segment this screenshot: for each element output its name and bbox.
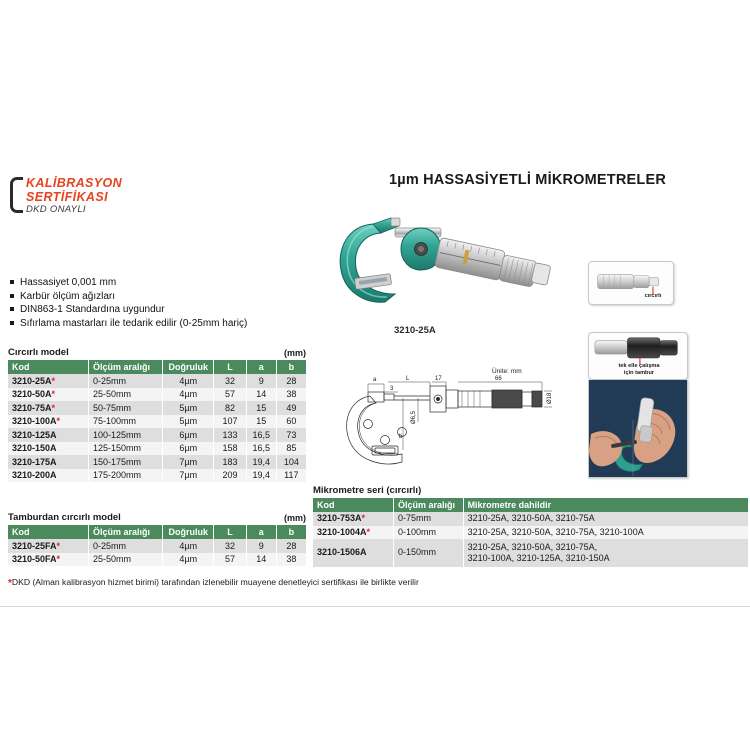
col-kod: Kod (8, 525, 88, 539)
cell-L: 133 (214, 428, 247, 442)
cell-dogruluk: 6µm (163, 428, 214, 442)
cell-b: 104 (276, 455, 306, 469)
cell-kod: 3210-1004A* (313, 526, 393, 540)
table-row (8, 401, 306, 415)
table-tamburdan-body (8, 539, 306, 566)
cell-b: 49 (276, 401, 306, 415)
bullet-text: DIN863-1 Standardına uygundur (20, 304, 165, 315)
cell-olcum-araligi: 0-100mm (393, 526, 463, 540)
cell-kod: 3210-25FA* (8, 539, 88, 553)
cell-L: 107 (214, 415, 247, 429)
col-dogruluk: Doğruluk (163, 525, 214, 539)
col-L: L (214, 360, 247, 374)
cell-kod: 3210-50A* (8, 388, 88, 402)
footnote-text: DKD (Alman kalibrasyon hizmet birimi) tarafından izlenebilir muayene denetleyici sertifikası ile birlikte verilir (11, 577, 419, 587)
table-circirli-body (8, 374, 306, 482)
col-b: b (276, 525, 306, 539)
table-header-row (8, 360, 306, 374)
callout-thimble-detail (588, 332, 688, 380)
callout-ratchet-detail (588, 261, 674, 305)
dim-label-66: 66 (495, 376, 502, 382)
bracket-icon (10, 177, 23, 213)
callout-label-ratchet: cırcırlı (644, 293, 662, 299)
cell-mikrometre-dahildir: 3210-25A, 3210-50A, 3210-75A, 3210-100A, 3210-125A, 3210-150A (463, 539, 748, 567)
cell-kod: 3210-150A (8, 442, 88, 456)
cell-dogruluk: 5µm (163, 401, 214, 415)
cell-b: 28 (276, 539, 306, 553)
dim-label-b: b (399, 434, 403, 440)
col-olcum-araligi: Ölçüm aralığı (88, 360, 163, 374)
callout-label-thimble (589, 363, 689, 377)
dim-label-d2: Ø18 (547, 392, 553, 404)
feature-bullet-list (10, 277, 310, 331)
cell-kod: 3210-1506A (313, 539, 393, 567)
cell-olcum-araligi: 125-150mm (88, 442, 163, 456)
table-circirli-title: Cırcırlı model (8, 347, 69, 358)
footnote (8, 577, 648, 590)
table-tamburdan-unit: (mm) (284, 513, 306, 523)
cell-dogruluk: 7µm (163, 469, 214, 483)
cell-b: 38 (276, 553, 306, 567)
cell-L: 57 (214, 388, 247, 402)
cell-b: 73 (276, 428, 306, 442)
cell-kod: 3210-175A (8, 455, 88, 469)
cell-olcum-araligi: 0-150mm (393, 539, 463, 567)
asterisk-icon: * (51, 375, 56, 386)
cell-kod: 3210-100A* (8, 415, 88, 429)
cell-L: 32 (214, 374, 247, 388)
cell-a: 16,5 (246, 428, 276, 442)
cell-L: 158 (214, 442, 247, 456)
dim-label-3: 3 (390, 386, 394, 392)
table-row (8, 553, 306, 567)
cell-olcum-araligi: 100-125mm (88, 428, 163, 442)
page-title: 1µm HASSASİYETLİ MİKROMETRELER (389, 172, 666, 188)
bullet-square-icon (10, 307, 14, 311)
cell-a: 14 (246, 553, 276, 567)
cell-kod: 3210-753A* (313, 512, 393, 526)
table-seri-body (313, 512, 748, 567)
col-olcum-araligi: Ölçüm aralığı (88, 525, 163, 539)
cell-a: 19,4 (246, 455, 276, 469)
table-header-row (8, 525, 306, 539)
callout-thimble-line-2: için tambur (623, 369, 655, 376)
cell-olcum-araligi: 150-175mm (88, 455, 163, 469)
cell-L: 57 (214, 553, 247, 567)
cell-a: 9 (246, 539, 276, 553)
cell-b: 60 (276, 415, 306, 429)
col-kod: Kod (313, 498, 393, 512)
dim-label-a: a (373, 377, 377, 383)
list-item (10, 304, 310, 315)
cell-mikrometre-dahildir: 3210-25A, 3210-50A, 3210-75A (463, 512, 748, 526)
cell-kod: 3210-125A (8, 428, 88, 442)
cell-L: 82 (214, 401, 247, 415)
table-row (8, 539, 306, 553)
bullet-text: Karbür ölçüm ağızları (20, 290, 116, 302)
dim-label-L: L (406, 376, 410, 382)
technical-drawing-micrometer (340, 362, 590, 480)
logo-line-1: KALİBRASYON (26, 176, 123, 190)
drawing-unit-note: Ünite: mm (492, 368, 522, 375)
cell-olcum-araligi: 175-200mm (88, 469, 163, 483)
cell-olcum-araligi: 0-25mm (88, 374, 163, 388)
logo-line-3: DKD ONAYLI (26, 204, 86, 215)
cell-b: 85 (276, 442, 306, 456)
col-olcum-araligi: Ölçüm aralığı (393, 498, 463, 512)
bullet-square-icon (10, 280, 14, 284)
cell-kod: 3210-25A* (8, 374, 88, 388)
bullet-text: Hassasiyet 0,001 mm (20, 277, 117, 288)
cell-dogruluk: 6µm (163, 442, 214, 456)
col-a: a (246, 525, 276, 539)
table-circirli-unit: (mm) (284, 348, 306, 358)
page-divider (0, 606, 750, 607)
asterisk-icon: * (366, 526, 371, 537)
cell-a: 15 (246, 401, 276, 415)
cell-olcum-araligi: 25-50mm (88, 388, 163, 402)
asterisk-icon: * (8, 578, 12, 589)
cell-L: 209 (214, 469, 247, 483)
asterisk-icon: * (361, 513, 366, 524)
cell-olcum-araligi: 0-75mm (393, 512, 463, 526)
cell-a: 9 (246, 374, 276, 388)
list-item (10, 291, 310, 302)
cell-dogruluk: 4µm (163, 539, 214, 553)
photo-hand-usage (588, 380, 688, 478)
table-row (8, 374, 306, 388)
cell-b: 117 (276, 469, 306, 483)
cell-kod: 3210-50FA* (8, 553, 88, 567)
list-item (10, 277, 310, 288)
cell-dogruluk: 4µm (163, 374, 214, 388)
callout-thimble-line-1: tek elle çalışma (618, 363, 660, 369)
table-row (313, 539, 748, 567)
table-row (8, 428, 306, 442)
table-row (313, 526, 748, 540)
dim-label-17: 17 (435, 376, 442, 382)
cell-kod: 3210-75A* (8, 401, 88, 415)
asterisk-icon: * (51, 402, 56, 413)
logo-line-2: SERTİFİKASI (26, 189, 108, 204)
cell-dogruluk: 4µm (163, 388, 214, 402)
table-tamburdan-title: Tamburdan cırcırlı model (8, 512, 121, 523)
cell-L: 32 (214, 539, 247, 553)
bullet-text: Sıfırlama mastarları ile tedarik edilir (0-25mm hariç) (20, 317, 248, 329)
cell-dogruluk: 7µm (163, 455, 214, 469)
cell-b: 38 (276, 388, 306, 402)
cell-a: 16,5 (246, 442, 276, 456)
table-row (8, 442, 306, 456)
cell-L: 183 (214, 455, 247, 469)
cell-mikrometre-dahildir: 3210-25A, 3210-50A, 3210-75A, 3210-100A (463, 526, 748, 540)
cell-olcum-araligi: 0-25mm (88, 539, 163, 553)
cell-olcum-araligi: 50-75mm (88, 401, 163, 415)
table-mikrometre-seri (313, 485, 748, 567)
cell-dogruluk: 4µm (163, 553, 214, 567)
bullet-square-icon (10, 321, 14, 325)
table-row (8, 388, 306, 402)
table-seri-title: Mikrometre seri (cırcırlı) (313, 485, 422, 496)
asterisk-icon: * (56, 416, 61, 427)
table-circirli-model (8, 347, 306, 482)
cell-olcum-araligi: 75-100mm (88, 415, 163, 429)
table-row (313, 512, 748, 526)
table-row (8, 415, 306, 429)
cell-a: 15 (246, 415, 276, 429)
dim-label-d1: Ø6,5 (411, 410, 417, 424)
cell-b: 28 (276, 374, 306, 388)
table-header-row (313, 498, 748, 512)
col-L: L (214, 525, 247, 539)
asterisk-icon: * (51, 389, 56, 400)
cell-olcum-araligi: 25-50mm (88, 553, 163, 567)
table-tamburdan-model (8, 512, 306, 566)
col-mikrometre-dahildir: Mikrometre dahildir (463, 498, 748, 512)
cell-a: 19,4 (246, 469, 276, 483)
col-b: b (276, 360, 306, 374)
bullet-square-icon (10, 294, 14, 298)
cell-kod: 3210-200A (8, 469, 88, 483)
col-a: a (246, 360, 276, 374)
table-row (8, 469, 306, 483)
col-dogruluk: Doğruluk (163, 360, 214, 374)
cell-dogruluk: 5µm (163, 415, 214, 429)
list-item (10, 318, 310, 329)
col-kod: Kod (8, 360, 88, 374)
product-photo-micrometer (333, 206, 573, 318)
asterisk-icon: * (56, 540, 61, 551)
calibration-certificate-logo (10, 176, 200, 215)
table-row (8, 455, 306, 469)
product-code-caption: 3210-25A (394, 325, 436, 336)
cell-a: 14 (246, 388, 276, 402)
asterisk-icon: * (56, 554, 61, 565)
